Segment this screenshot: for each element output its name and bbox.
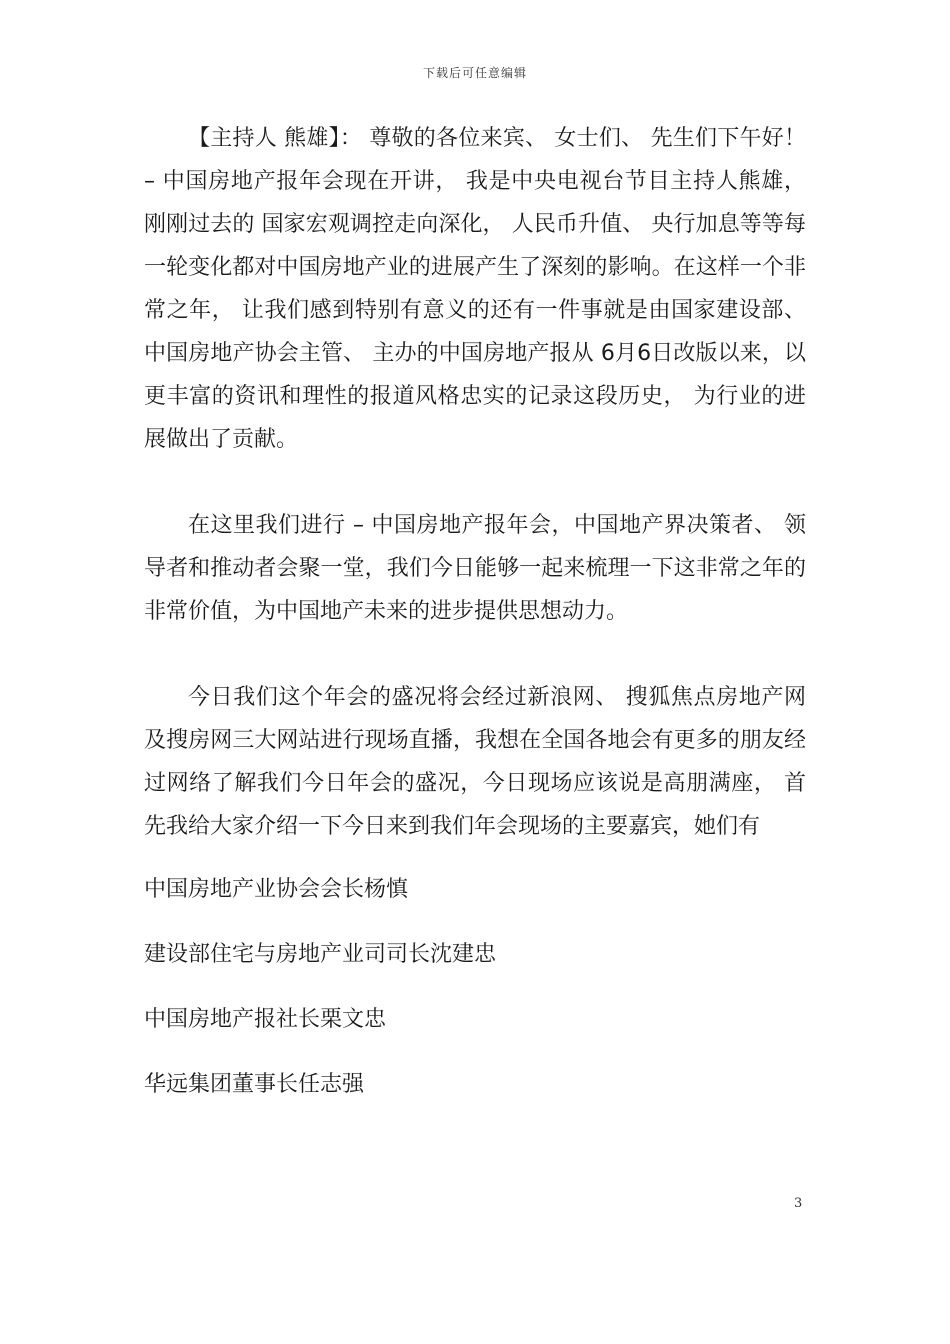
page-content <box>144 117 806 1128</box>
guest-item: 中国房地产业协会会长杨慎 <box>144 877 409 902</box>
paragraph-host-opening: 【主持人 熊雄】： 尊敬的各位来宾、 女士们、 先生们下午好！ – 中国房地产报年会现在开讲， 我是中央电视台节目主持人熊雄，刚刚过去的 国家宏观调控走向深化， 人民币升值、 央行加息等等每一轮变化都对中国房地产业的进展产生了深刻的影响。在这样一个非常之年， 让我们感到特别有意义的还有一件事就是由国家建设部、 中国房地产协会主管、 主办的中国房地产报从 6月6日改版以来，以更丰富的资讯和理性的报道风格忠实的记录这段历史， 为行业的进展做出了贡献。 <box>144 126 806 452</box>
guest-item: 华远集团董事长任志强 <box>144 1072 365 1097</box>
guest-list <box>144 868 806 1106</box>
page-number: 3 <box>794 1196 803 1211</box>
paragraph-live-broadcast: 今日我们这个年会的盛况将会经过新浪网、 搜狐焦点房地产网及搜房网三大网站进行现场直播，我想在全国各地会有更多的朋友经过网络了解我们今日年会的盛况，今日现场应该说是高朋满座， 首先我给大家介绍一下今日来到我们年会现场的主要嘉宾，她们有 <box>144 685 806 839</box>
guest-item: 中国房地产报社长栗文忠 <box>144 1007 387 1032</box>
guest-item: 建设部住宅与房地产业司司长沈建忠 <box>144 942 497 967</box>
paragraph-annual-meeting: 在这里我们进行 – 中国房地产报年会，中国地产界决策者、 领导者和推动者会聚一堂，我们今日能够一起来梳理一下这非常之年的非常价值，为中国地产未来的进步提供思想动力。 <box>144 513 806 624</box>
header-note: 下载后可任意编辑 <box>422 66 527 80</box>
